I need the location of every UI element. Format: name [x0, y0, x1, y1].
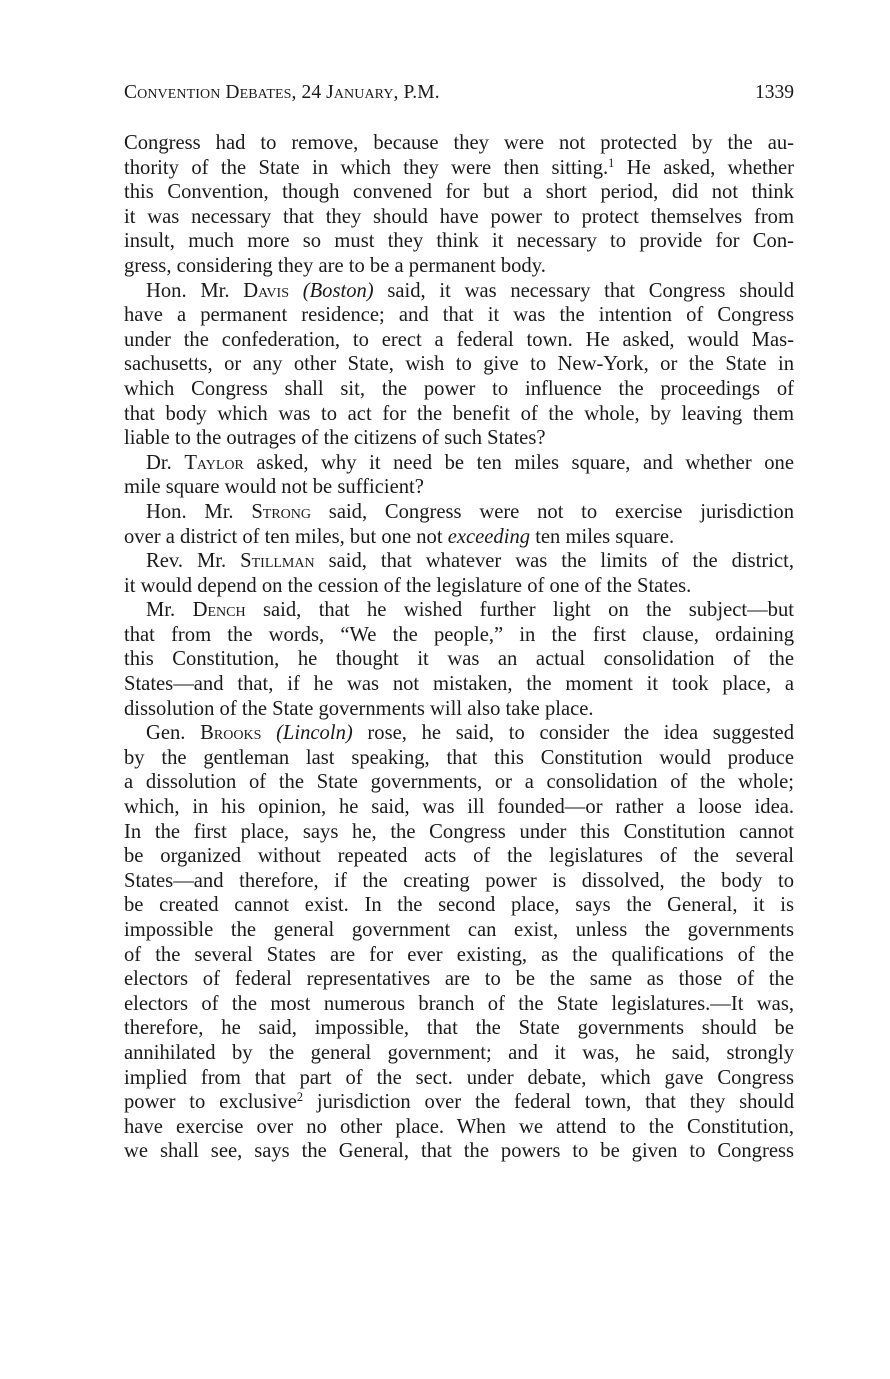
running-head [124, 78, 794, 108]
text-line: Congress had to remove, because they were not protected by the au- [124, 132, 794, 154]
text-line [124, 500, 794, 525]
text-line: this Convention, though convened for but a short period, did not think [124, 181, 794, 204]
text-run: thority of the State in which they were then sitting. [124, 156, 609, 179]
text-run: said, that whatever was the limits of the district, [314, 550, 794, 573]
place-name: (Boston) [302, 279, 374, 302]
text-line [124, 525, 794, 550]
text-run: jurisdiction over the federal town, that they should [303, 1091, 794, 1114]
text-run: He asked, whether [614, 156, 794, 179]
text-line: of the several States are for ever existing, as the qualifications of the [124, 943, 794, 966]
speaker-name: Dench [192, 599, 246, 622]
text-run: power to exclusive [124, 1091, 297, 1114]
text-run: said, Congress were not to exercise jurisdiction [311, 500, 795, 523]
text-line: sachusetts, or any other State, wish to give to New-York, or the State in [124, 353, 794, 376]
place-name: (Lincoln) [276, 722, 353, 745]
text-line: it was necessary that they should have power to protect themselves from [124, 205, 794, 228]
text-line: we shall see, says the General, that the powers to be given to Congress [124, 1140, 794, 1163]
text-line: impossible the general government can exist, unless the governments [124, 919, 794, 941]
text-line: States—and therefore, if the creating power is dissolved, the body to [124, 869, 794, 892]
speaker-name: Brooks [200, 722, 262, 745]
body-text [124, 131, 794, 1164]
speaker-name: Davis [243, 279, 289, 302]
text-line: which, in his opinion, he said, was ill founded—or rather a loose idea. [124, 796, 794, 819]
text-line: have a permanent residence; and that it was the intention of Congress [124, 304, 794, 327]
text-line: dissolution of the State governments will also take place. [124, 697, 594, 720]
emphasis-word: exceeding [447, 525, 531, 548]
text-line: implied from that part of the sect. under debate, which gave Congress [124, 1066, 794, 1089]
text-line [124, 598, 794, 623]
text-line: be organized without repeated acts of the legislatures of the several [124, 845, 794, 868]
speaker-name: Strong [251, 500, 312, 523]
text-line [124, 451, 794, 476]
text-line: gress, considering they are to be a permanent body. [124, 254, 546, 277]
text-line: this Constitution, he thought it was an actual consolidation of the [124, 648, 794, 671]
text-line: therefore, he said, impossible, that the State governments should be [124, 1017, 794, 1040]
text-line: annihilated by the general government; and it was, he said, strongly [124, 1041, 794, 1064]
text-line: electors of the most numerous branch of the State legislatures.—It was, [124, 992, 794, 1015]
text-line: under the confederation, to erect a federal town. He asked, would Mas- [124, 328, 794, 351]
text-line [124, 549, 794, 574]
text-run: over a district of ten miles, but one not [124, 525, 448, 548]
text-line: a dissolution of the State governments, or a consolidation of the whole; [124, 771, 794, 794]
text-line: States—and that, if he was not mistaken, the moment it took place, a [124, 673, 794, 696]
text-line [124, 1090, 794, 1115]
text-line [124, 279, 794, 304]
text-run: ten miles square. [530, 525, 675, 548]
text-run: Dr. [146, 451, 185, 474]
text-line [124, 156, 794, 181]
text-line: have exercise over no other place. When we attend to the Constitution, [124, 1115, 794, 1138]
running-head-title: Convention Debates, 24 January, P.M. [124, 82, 440, 103]
speaker-name: Stillman [240, 550, 315, 573]
text-run: Mr. [146, 599, 193, 622]
footnote-ref: 1 [608, 155, 615, 170]
text-line: that from the words, “We the people,” in the first clause, ordaining [124, 623, 794, 646]
text-line: mile square would not be sufficient? [124, 476, 424, 499]
footnote-ref: 2 [296, 1090, 304, 1105]
text-line: electors of federal representatives are to be the same as those of the [124, 968, 794, 991]
text-line: which Congress shall sit, the power to influence the proceedings of [124, 377, 794, 400]
text-run: Gen. [146, 722, 201, 745]
text-line: that body which was to act for the benefit of the whole, by leaving them [124, 402, 794, 425]
text-run: rose, he said, to consider the idea suggested [352, 722, 794, 745]
text-run: Rev. Mr. [146, 550, 241, 573]
speaker-name: Taylor [184, 451, 244, 474]
text-line [124, 721, 794, 746]
text-line: be created cannot exist. In the second place, says the General, it is [124, 894, 794, 917]
text-run: Hon. Mr. [146, 279, 244, 302]
text-line: In the first place, says he, the Congress under this Constitution cannot [124, 820, 794, 843]
text-run: Hon. Mr. [146, 500, 252, 523]
text-line: liable to the outrages of the citizens of such States? [124, 427, 546, 450]
page-number: 1339 [755, 82, 794, 103]
text-line: insult, much more so must they think it necessary to provide for Con- [124, 230, 794, 253]
text-line: by the gentleman last speaking, that this Constitution would produce [124, 746, 794, 769]
text-run: asked, why it need be ten miles square, and whether one [243, 451, 794, 474]
text-run: said, that he wished further light on the subject—but [245, 599, 794, 622]
text-line: it would depend on the cession of the legislature of one of the States. [124, 574, 692, 597]
text-run: said, it was necessary that Congress should [373, 279, 795, 302]
